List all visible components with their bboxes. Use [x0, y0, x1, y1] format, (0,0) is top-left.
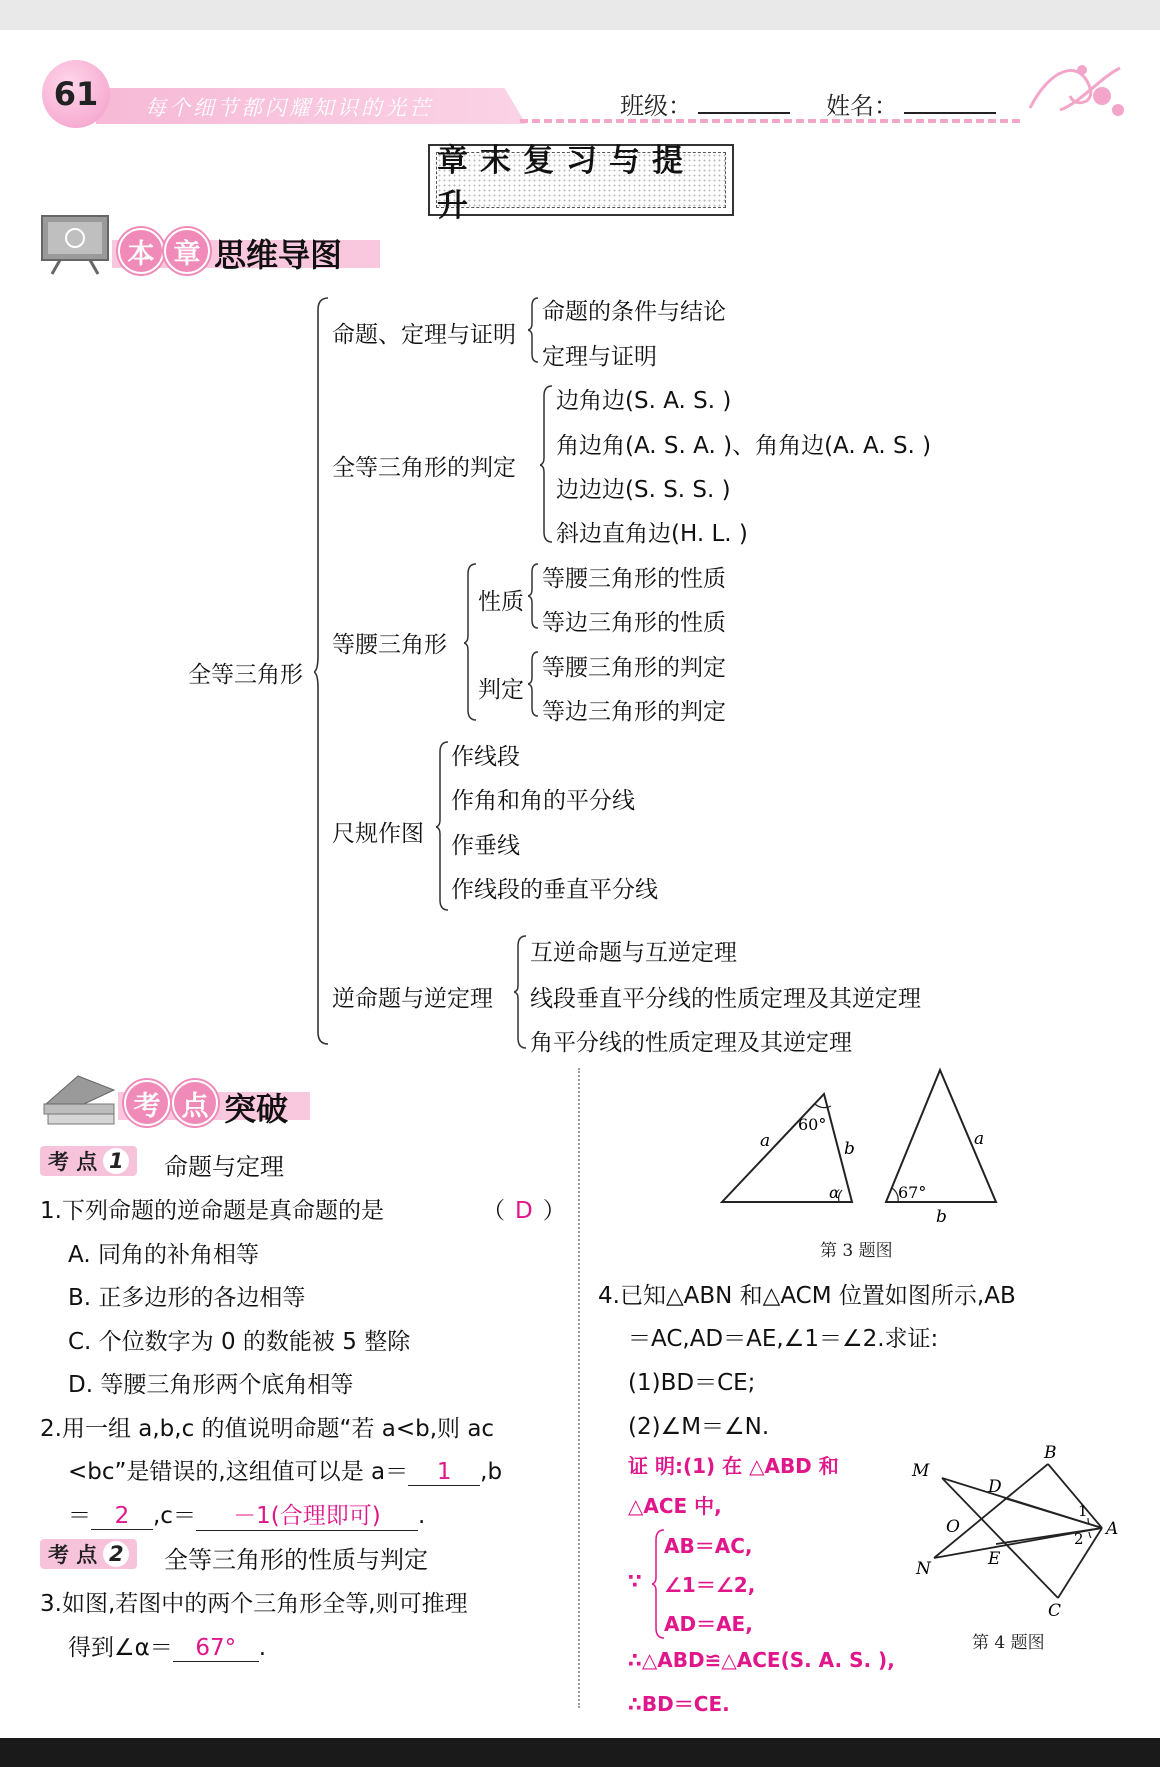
proof-line1: 证 明:(1) 在 △ABD 和: [628, 1454, 839, 1478]
motto: 每个细节都闪耀知识的光芒: [145, 96, 433, 120]
fig4-label-C: C: [1048, 1601, 1062, 1620]
fig3-label-b1: b: [844, 1139, 855, 1159]
fig4-label-O: O: [946, 1517, 960, 1537]
prop-item-2: 定理与证明: [542, 344, 657, 370]
fig4-label-A: A: [1106, 1519, 1119, 1539]
q1-stem: 1.下列命题的逆命题是真命题的是: [40, 1198, 384, 1224]
figure-4-caption: 第 4 题图: [972, 1633, 1045, 1653]
q1-option-a: A. 同角的补角相等: [68, 1242, 259, 1268]
q3-line1: 3.如图,若图中的两个三角形全等,则可推理: [40, 1591, 468, 1617]
kaodian-1-badge: [40, 1146, 137, 1176]
kaodian-2-badge: [40, 1539, 137, 1569]
q2-line1: 2.用一组 a,b,c 的值说明命题“若 a<b,则 ac: [40, 1416, 495, 1442]
kaodian-2-num: 2: [103, 1541, 129, 1567]
q1-answer-paren: （ D ）: [482, 1198, 566, 1224]
fig4-label-N: N: [916, 1559, 931, 1579]
prop-item-1: 命题的条件与结论: [542, 299, 726, 325]
criteria-hl: 斜边直角边(H. L. ): [556, 521, 748, 547]
kaodian-2-label: 考 点: [48, 1543, 98, 1567]
converse-item-1: 互逆命题与互逆定理: [530, 940, 737, 966]
q2-line3: ＝ 2 ,c＝ －1(合理即可) .: [68, 1497, 425, 1531]
isosceles-properties: 性质: [478, 589, 524, 615]
blackboard-icon: [40, 214, 112, 276]
proof-line6: ∴△ABD≌△ACE(S. A. S. ),: [628, 1648, 895, 1672]
q2-answer-c: －1(合理即可): [233, 1503, 381, 1529]
page-number-badge: [42, 60, 110, 128]
converse-item-3: 角平分线的性质定理及其逆定理: [530, 1030, 852, 1056]
chapter-title: 章末复习与提升: [437, 143, 695, 224]
proof-because: ∵: [628, 1569, 642, 1593]
proof-line4: ∠1＝∠2,: [664, 1573, 756, 1597]
property-isosceles: 等腰三角形的性质: [542, 566, 726, 592]
q2-answer-b: 2: [114, 1503, 130, 1529]
isosceles-criteria: 判定: [478, 677, 524, 703]
breakthrough-badge-1: 考: [124, 1080, 170, 1126]
q1-option-d: D. 等腰三角形两个底角相等: [68, 1372, 354, 1398]
kaodian-1-num: 1: [103, 1148, 129, 1174]
criterion-equilateral: 等边三角形的判定: [542, 699, 726, 725]
q2-answer-a: 1: [436, 1459, 452, 1485]
criteria-sss: 边边边(S. S. S. ): [556, 477, 731, 503]
header-dash-line: [520, 119, 1020, 123]
q4-part1: (1)BD＝CE;: [628, 1370, 756, 1396]
figure-3: [718, 1064, 1008, 1224]
branch-converse: 逆命题与逆定理: [332, 986, 493, 1012]
q1-answer: D: [515, 1198, 533, 1224]
chapter-title-box: [428, 143, 734, 224]
name-label: 姓名：: [826, 92, 898, 120]
q4-line1: 4.已知△ABN 和△ACM 位置如图所示,AB: [598, 1283, 1016, 1309]
construct-segment: 作线段: [451, 744, 520, 770]
criteria-sas: 边角边(S. A. S. ): [556, 388, 732, 414]
name-blank: [904, 112, 996, 114]
construct-perpendicular: 作垂线: [451, 833, 520, 859]
fig3-label-a1: a: [760, 1131, 771, 1151]
fig4-label-M: M: [912, 1461, 930, 1481]
proof-line2: △ACE 中,: [628, 1494, 722, 1518]
branch-propositions: 命题、定理与证明: [332, 322, 516, 348]
page-number: 61: [53, 75, 99, 113]
q1-option-b: B. 正多边形的各边相等: [68, 1285, 306, 1311]
mindmap-title: 思维导图: [214, 236, 343, 274]
criterion-isosceles: 等腰三角形的判定: [542, 655, 726, 681]
branch-congruence-criteria: 全等三角形的判定: [332, 455, 516, 481]
brace-propositions: [528, 296, 540, 364]
root-brace: [314, 296, 330, 1046]
q1-option-c: C. 个位数字为 0 的数能被 5 整除: [68, 1329, 411, 1355]
column-divider: [578, 1068, 580, 1708]
breakthrough-title: 突破: [224, 1090, 289, 1128]
q2-line2: <bc”是错误的,这组值可以是 a＝ 1 ,b: [68, 1459, 503, 1485]
brace-converse: [514, 934, 528, 1050]
brace-criteria-iso: [528, 650, 540, 718]
mindmap-badge-2: 章: [164, 228, 210, 274]
breakthrough-badge-2: 点: [172, 1080, 218, 1126]
fig4-label-E: E: [988, 1549, 1001, 1569]
brace-isosceles: [464, 562, 478, 722]
proof-line5: AD＝AE,: [664, 1612, 753, 1636]
bottom-bar: [0, 1738, 1160, 1767]
q4-line2: ＝AC,AD＝AE,∠1＝∠2.求证:: [628, 1326, 939, 1352]
fig3-angle-60: 60°: [798, 1115, 827, 1134]
figure-4: [908, 1440, 1130, 1620]
brace-properties: [528, 562, 540, 630]
kaodian-1-label: 考 点: [48, 1150, 98, 1174]
branch-construction: 尺规作图: [332, 821, 424, 847]
q4-part2: (2)∠M＝∠N.: [628, 1414, 770, 1440]
construct-perp-bisector: 作线段的垂直平分线: [451, 877, 658, 903]
fig3-label-b2: b: [936, 1207, 947, 1224]
criteria-asa-aas: 角边角(A. S. A. )、角角边(A. A. S. ): [556, 433, 932, 459]
q3-line2: 得到∠α＝ 67° .: [68, 1635, 267, 1661]
books-icon: [40, 1068, 120, 1130]
construct-angle-bisector: 作角和角的平分线: [451, 788, 635, 814]
fig4-label-B: B: [1044, 1443, 1057, 1463]
fig4-label-D: D: [988, 1477, 1002, 1497]
fig3-label-a2: a: [974, 1129, 985, 1149]
fig3-angle-67: 67°: [898, 1183, 927, 1202]
fig3-angle-alpha: α: [829, 1183, 840, 1202]
figure-3-caption: 第 3 题图: [820, 1241, 893, 1261]
mindmap-badge-1: 本: [118, 228, 164, 274]
property-equilateral: 等边三角形的性质: [542, 610, 726, 636]
converse-item-2: 线段垂直平分线的性质定理及其逆定理: [530, 986, 921, 1012]
top-bar: [0, 0, 1160, 30]
flower-ornament-icon: [1020, 48, 1130, 124]
kaodian-2-title: 全等三角形的性质与判定: [164, 1546, 428, 1574]
fig4-label-2: 2: [1074, 1530, 1084, 1548]
proof-line7: ∴BD＝CE.: [628, 1692, 730, 1716]
class-label: 班级：: [620, 92, 692, 120]
mindmap-root: 全等三角形: [188, 662, 303, 688]
branch-isosceles: 等腰三角形: [332, 632, 447, 658]
q3-answer: 67°: [195, 1635, 237, 1661]
brace-construction: [436, 740, 450, 912]
kaodian-1-title: 命题与定理: [164, 1153, 284, 1181]
brace-criteria: [540, 384, 554, 544]
proof-line3: AB＝AC,: [664, 1534, 753, 1558]
fig4-label-1: 1: [1078, 1502, 1088, 1520]
class-blank: [698, 112, 790, 114]
